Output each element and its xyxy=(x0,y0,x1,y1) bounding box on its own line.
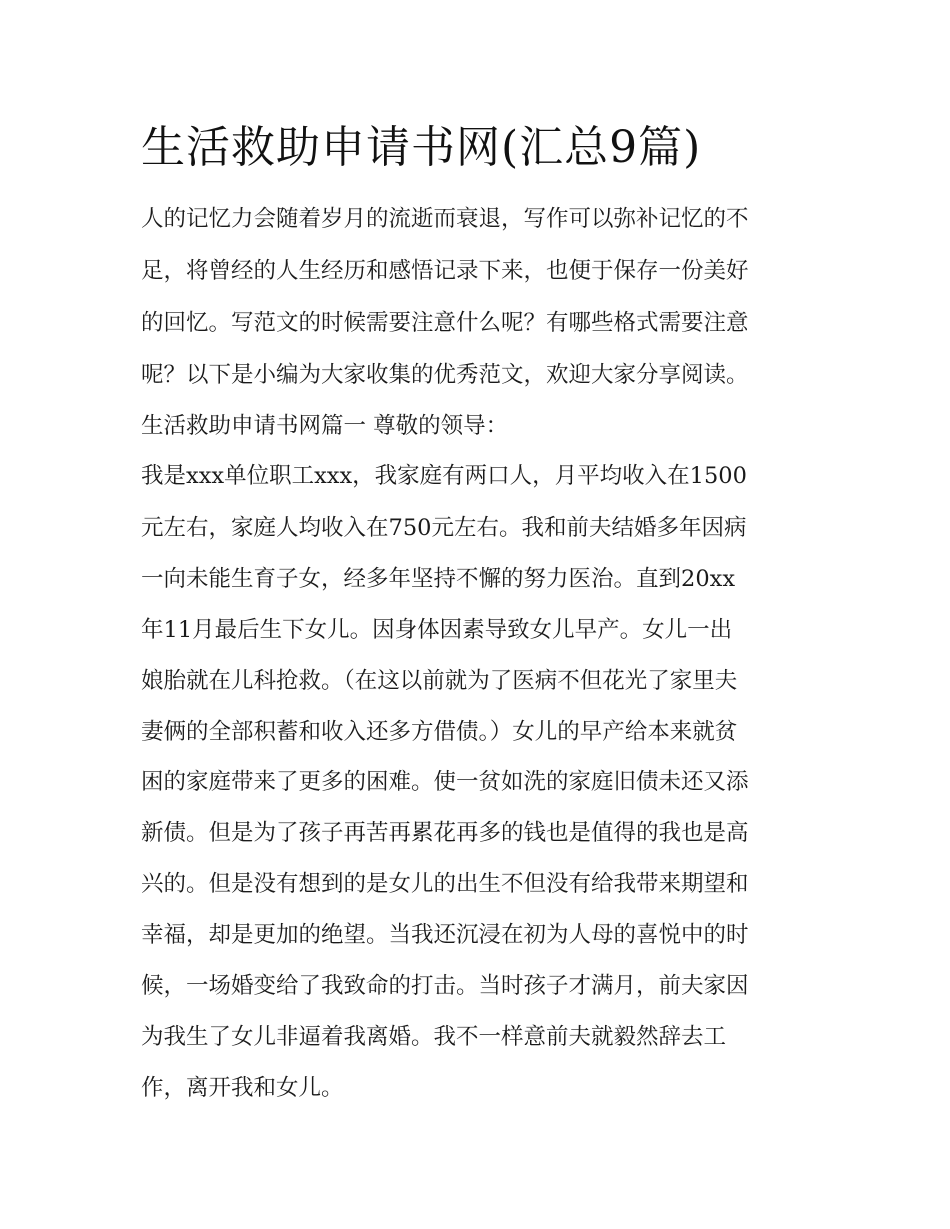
paragraph-line: 娘胎就在儿科抢救。（在这以前就为了医病不但花光了家里夫 xyxy=(141,668,738,694)
paragraph-line: 年11月最后生下女儿。因身体因素导致女儿早产。女儿一出 xyxy=(141,617,733,643)
paragraph-line: 呢？以下是小编为大家收集的优秀范文，欢迎大家分享阅读。 xyxy=(141,362,749,388)
paragraph-line: 困的家庭带来了更多的困难。使一贫如洗的家庭旧债未还又添 xyxy=(141,769,749,795)
paragraph-line: 作，离开我和女儿。 xyxy=(141,1075,344,1101)
paragraph-line: 为我生了女儿非逼着我离婚。我不一样意前夫就毅然辞去工 xyxy=(141,1024,727,1050)
document-title: 生活救助申请书网(汇总9篇) xyxy=(141,122,702,173)
paragraph-line: 足，将曾经的人生经历和感悟记录下来，也便于保存一份美好 xyxy=(141,258,749,284)
paragraph-line: 妻俩的全部积蓄和收入还多方借债。）女儿的早产给本来就贫 xyxy=(141,719,738,745)
paragraph-line: 新债。但是为了孩子再苦再累花再多的钱也是值得的我也是高 xyxy=(141,820,749,846)
paragraph-line: 兴的。但是没有想到的是女儿的出生不但没有给我带来期望和 xyxy=(141,871,749,897)
paragraph-line: 候，一场婚变给了我致命的打击。当时孩子才满月，前夫家因 xyxy=(141,973,749,999)
paragraph-line: 的回忆。写范文的时候需要注意什么呢？有哪些格式需要注意 xyxy=(141,310,749,336)
paragraph-line: 人的记忆力会随着岁月的流逝而衰退，写作可以弥补记忆的不 xyxy=(141,206,749,232)
paragraph-line: 一向未能生育子女，经多年坚持不懈的努力医治。直到20xx xyxy=(141,566,736,592)
paragraph-line: 幸福，却是更加的绝望。当我还沉浸在初为人母的喜悦中的时 xyxy=(141,922,749,948)
paragraph-line: 我是xxx单位职工xxx，我家庭有两口人，月平均收入在1500 xyxy=(141,463,747,489)
section-heading-line: 生活救助申请书网篇一 尊敬的领导： xyxy=(141,413,509,439)
paragraph-line: 元左右，家庭人均收入在750元左右。我和前夫结婚多年因病 xyxy=(141,515,747,541)
